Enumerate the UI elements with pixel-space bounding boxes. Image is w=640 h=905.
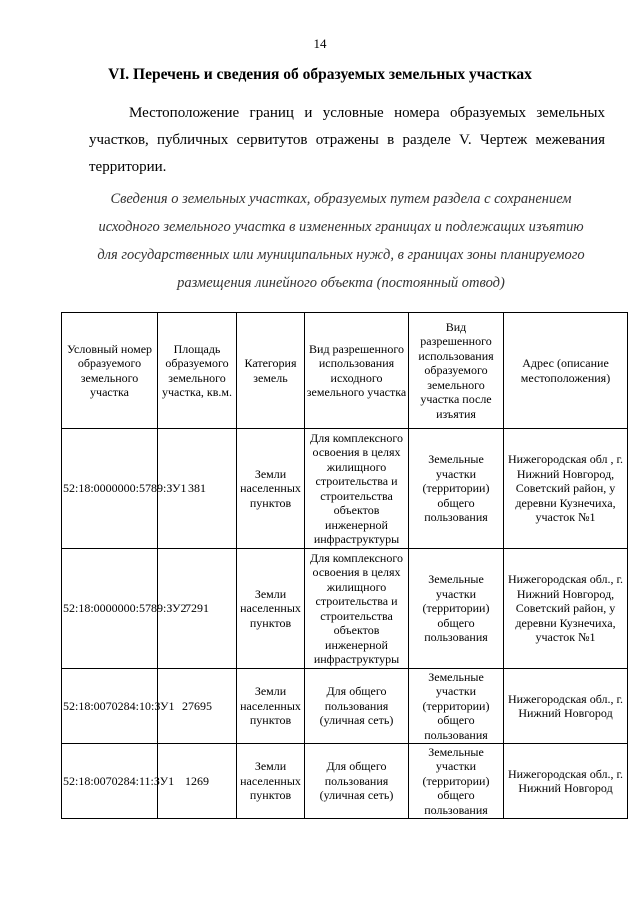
- cell-land-category: Земли населенных пунктов: [237, 549, 305, 669]
- cell-land-category: Земли населенных пунктов: [237, 669, 305, 744]
- cell-parcel-number: 52:18:0000000:5789:ЗУ2: [62, 549, 158, 669]
- cell-original-use: Для общего пользования (уличная сеть): [305, 744, 409, 819]
- intro-paragraph: Местоположение границ и условные номера образуемых земельных участков, публичных сервитутов отражены в разделе V. Чертеж межевания территории.: [89, 105, 605, 175]
- section-title: VI. Перечень и сведения об образуемых земельных участках: [108, 66, 532, 83]
- header-original-use: Вид разрешенного использования исходного земельного участка: [305, 313, 409, 429]
- header-address: Адрес (описание местоположения): [504, 313, 628, 429]
- cell-area: 27695: [158, 669, 237, 744]
- header-parcel-number: Условный номер образуемого земельного участка: [62, 313, 158, 429]
- cell-area: 1269: [158, 744, 237, 819]
- table-row: [62, 669, 628, 744]
- header-area: Площадь образуемого земельного участка, кв.м.: [158, 313, 237, 429]
- cell-land-category: Земли населенных пунктов: [237, 744, 305, 819]
- cell-original-use: Для общего пользования (уличная сеть): [305, 669, 409, 744]
- cell-new-use: Земельные участки (территории) общего пользования: [409, 744, 504, 819]
- table-row: [62, 744, 628, 819]
- table-caption: Сведения о земельных участках, образуемых путем раздела с сохранением исходного земельного участка в измененных границах и подлежащих изъятию для государственных или муниципальных нужд, в границах зоны планируемого размещения линейного объекта (постоянный отвод): [97, 191, 585, 291]
- table-row: [62, 549, 628, 669]
- cell-parcel-number: 52:18:0000000:5789:ЗУ1: [62, 429, 158, 549]
- cell-address: Нижегородская обл , г. Нижний Новгород, Советский район, у деревни Кузнечиха, участок №1: [504, 429, 628, 549]
- cell-new-use: Земельные участки (территории) общего пользования: [409, 669, 504, 744]
- cell-address: Нижегородская обл., г. Нижний Новгород, Советский район, у деревни Кузнечиха, участок №1: [504, 549, 628, 669]
- cell-new-use: Земельные участки (территории) общего пользования: [409, 549, 504, 669]
- page-number: 14: [313, 36, 327, 51]
- cell-parcel-number: 52:18:0070284:10:ЗУ1: [62, 669, 158, 744]
- cell-land-category: Земли населенных пунктов: [237, 429, 305, 549]
- cell-address: Нижегородская обл., г. Нижний Новгород: [504, 744, 628, 819]
- cell-original-use: Для комплексного освоения в целях жилищного строительства и строительства объектов инженерной инфраструктуры: [305, 429, 409, 549]
- cell-parcel-number: 52:18:0070284:11:ЗУ1: [62, 744, 158, 819]
- cell-area: 381: [158, 429, 237, 549]
- parcels-table: [61, 312, 628, 819]
- header-new-use: Вид разрешенного использования образуемого земельного участка после изъятия: [409, 313, 504, 429]
- table-row: [62, 429, 628, 549]
- cell-original-use: Для комплексного освоения в целях жилищного строительства и строительства объектов инженерной инфраструктуры: [305, 549, 409, 669]
- cell-new-use: Земельные участки (территории) общего пользования: [409, 429, 504, 549]
- header-land-category: Категория земель: [237, 313, 305, 429]
- table-header-row: [62, 313, 628, 429]
- cell-area: 7291: [158, 549, 237, 669]
- cell-address: Нижегородская обл., г. Нижний Новгород: [504, 669, 628, 744]
